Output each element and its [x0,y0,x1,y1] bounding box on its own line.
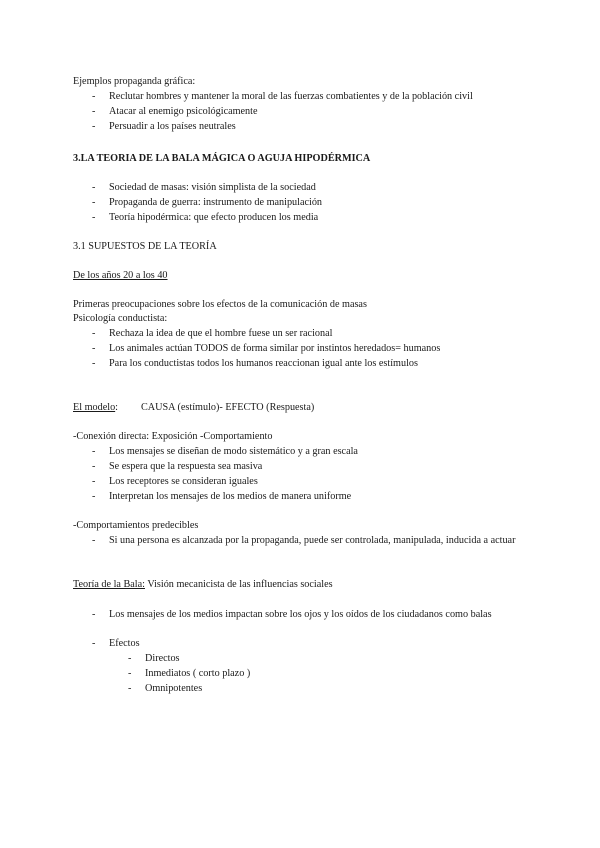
bullet-dash: - [128,668,132,679]
model-colon: : [115,402,119,413]
predictable-heading: -Comportamientos predecibles [73,520,199,531]
bullet-dash: - [92,197,96,208]
bullet-dash: - [92,212,96,223]
bullet-dash: - [92,91,96,102]
list-item: Efectos [109,638,140,649]
list-item: Persuadir a los países neutrales [109,121,236,132]
list-item: Si una persona es alcanzada por la propaganda, puede ser controlada, manipulada, inducida a actuar [109,535,516,546]
model-text: CAUSA (estímulo)- EFECTO (Respuesta) [141,402,315,413]
sub-list-item: Inmediatos ( corto plazo ) [145,668,251,679]
model-label: El modelo [73,402,116,413]
list-item: Reclutar hombres y mantener la moral de las fuerzas combatientes y de la población civil [109,91,473,102]
list-item: Teoría hipodérmica: que efecto producen los media [109,212,319,223]
list-item: Sociedad de masas: visión simplista de la sociedad [109,182,316,193]
list-item: Los mensajes de los medios impactan sobre los ojos y los oídos de los ciudadanos como balas [109,609,492,620]
list-item: Los mensajes se diseñan de modo sistemático y a gran escala [109,446,358,457]
bullet-theory-text: Visión mecanicista de las influencias sociales [144,579,333,590]
bullet-dash: - [92,343,96,354]
bullet-dash: - [92,446,96,457]
list-item: Interpretan los mensajes de los medios de manera uniforme [109,491,352,502]
paragraph-line: Psicología conductista: [73,313,168,324]
bullet-dash: - [92,535,96,546]
bullet-theory-line [73,577,333,592]
list-item: Se espera que la respuesta sea masiva [109,461,263,472]
period-heading: De los años 20 a los 40 [73,270,168,281]
bullet-dash: - [92,121,96,132]
sub-list-item: Omnipotentes [145,683,203,694]
bullet-dash: - [92,182,96,193]
bullet-dash: - [92,106,96,117]
bullet-dash: - [128,653,132,664]
bullet-dash: - [92,491,96,502]
list-item: Los receptores se consideran iguales [109,476,258,487]
list-item: Los animales actúan TODOS de forma similar por instintos heredados= humanos [109,343,441,354]
bullet-dash: - [92,638,96,649]
bullet-dash: - [128,683,132,694]
list-item: Rechaza la idea de que el hombre fuese un ser racional [109,328,333,339]
bullet-dash: - [92,461,96,472]
list-item: Propaganda de guerra: instrumento de manipulación [109,197,323,208]
subsection-heading: 3.1 SUPUESTOS DE LA TEORÍA [73,241,217,252]
direct-connection-heading: -Conexión directa: Exposición -Comportamiento [73,431,273,442]
bullet-dash: - [92,476,96,487]
model-line [73,400,118,415]
section-heading-bala-magica: 3.LA TEORIA DE LA BALA MÁGICA O AGUJA HIPODÉRMICA [73,153,371,164]
list-item: Para los conductistas todos los humanos reaccionan igual ante los estímulos [109,358,418,369]
sub-list-item: Directos [145,653,180,664]
propaganda-intro: Ejemplos propaganda gráfica: [73,76,196,87]
bullet-theory-label: Teoría de la Bala: [73,579,145,590]
bullet-dash: - [92,609,96,620]
list-item: Atacar al enemigo psicológicamente [109,106,258,117]
bullet-dash: - [92,358,96,369]
bullet-dash: - [92,328,96,339]
paragraph-line: Primeras preocupaciones sobre los efectos de la comunicación de masas [73,299,367,310]
